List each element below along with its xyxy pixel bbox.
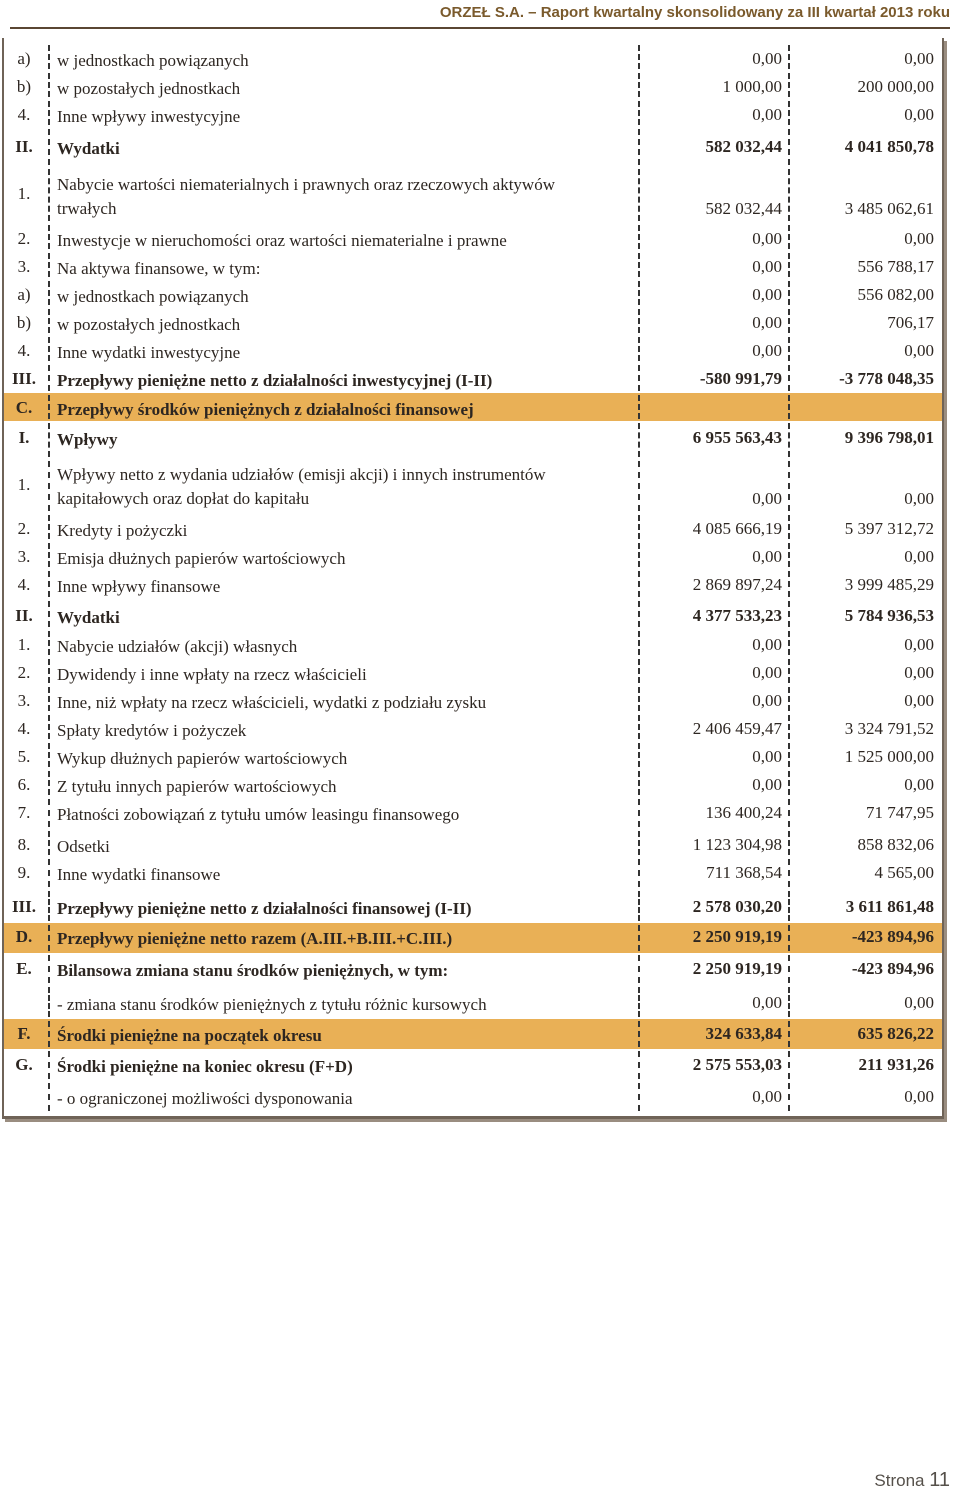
column-divider: [48, 799, 50, 827]
row-label: Na aktywa finansowe, w tym:: [57, 259, 261, 278]
column-divider: [788, 831, 790, 855]
table-row: [4, 713, 942, 741]
table-row: [4, 99, 942, 127]
value-previous: 0,00: [904, 663, 934, 682]
row-label: Inwestycje w nieruchomości oraz wartości niematerialne i prawne: [57, 231, 507, 250]
value-previous: 4 041 850,78: [844, 137, 934, 156]
cash-flow-table: [2, 38, 944, 1119]
row-number: 8.: [17, 835, 31, 854]
row-label: w jednostkach powiązanych: [57, 287, 249, 306]
value-previous: 0,00: [904, 49, 934, 68]
row-number: 7.: [17, 803, 31, 822]
column-divider: [788, 395, 790, 419]
column-divider: [48, 461, 50, 511]
column-divider: [48, 101, 50, 125]
column-divider: [788, 515, 790, 539]
table-row: [4, 363, 942, 393]
column-divider: [48, 1051, 50, 1079]
column-divider: [48, 225, 50, 249]
column-divider: [48, 169, 50, 221]
row-number: 4.: [17, 719, 31, 738]
value-previous: -3 778 048,35: [839, 369, 934, 388]
row-label: Kredyty i pożyczki: [57, 521, 188, 540]
row-label: w pozostałych jednostkach: [57, 79, 241, 98]
row-label: Wpływy netto z wydania udziałów (emisji akcji) i innych instrumentów kapitałowych oraz dopłat do kapitału: [57, 465, 546, 508]
row-number: 2.: [17, 519, 31, 538]
value-current: 0,00: [752, 691, 782, 710]
value-previous: 200 000,00: [857, 77, 934, 96]
column-divider: [48, 771, 50, 795]
report-header: [10, 4, 950, 29]
table-row: [4, 393, 942, 421]
row-number: III.: [11, 897, 37, 916]
value-current: 1 123 304,98: [692, 835, 782, 854]
row-label: Bilansowa zmiana stanu środków pieniężnych, w tym:: [57, 961, 449, 980]
value-previous: 4 565,00: [874, 863, 934, 882]
value-current: 0,00: [752, 775, 782, 794]
row-label: Płatności zobowiązań z tytułu umów leasingu finansowego: [57, 805, 460, 824]
row-label: Przepływy pieniężne netto z działalności inwestycyjnej (I-II): [57, 371, 493, 390]
column-divider: [788, 631, 790, 655]
row-number: II.: [15, 606, 33, 625]
column-divider: [48, 515, 50, 539]
column-divider: [788, 225, 790, 249]
column-divider: [48, 925, 50, 951]
column-divider: [788, 743, 790, 767]
table-row: [4, 923, 942, 953]
value-previous: 0,00: [904, 775, 934, 794]
value-current: 324 633,84: [705, 1024, 782, 1043]
column-divider: [48, 859, 50, 887]
table-row: [4, 685, 942, 713]
column-divider: [48, 687, 50, 711]
table-row: [4, 167, 942, 223]
column-divider: [48, 571, 50, 597]
page-label: Strona: [874, 1471, 925, 1490]
table-row: [4, 857, 942, 889]
column-divider: [788, 859, 790, 887]
value-current: 0,00: [752, 341, 782, 360]
value-previous: 1 525 000,00: [844, 747, 934, 766]
row-number: D.: [15, 927, 33, 946]
value-previous: 0,00: [904, 547, 934, 566]
row-label: - o ograniczonej możliwości dysponowania: [57, 1089, 353, 1108]
value-current: 582 032,44: [705, 199, 782, 218]
row-label: Nabycie udziałów (akcji) własnych: [57, 637, 298, 656]
row-label: Wydatki: [57, 139, 120, 158]
column-divider: [788, 799, 790, 827]
value-current: 6 955 563,43: [692, 428, 782, 447]
column-divider: [788, 45, 790, 69]
column-divider: [788, 1021, 790, 1047]
column-divider: [788, 715, 790, 739]
value-previous: 5 784 936,53: [844, 606, 934, 625]
value-previous: 3 485 062,61: [844, 199, 934, 218]
row-number: III.: [11, 369, 37, 388]
value-previous: 706,17: [887, 313, 934, 332]
value-current: 0,00: [752, 229, 782, 248]
row-number: 2.: [17, 229, 31, 248]
row-label: w jednostkach powiązanych: [57, 51, 249, 70]
row-label: - zmiana stanu środków pieniężnych z tytułu różnic kursowych: [57, 995, 487, 1014]
table-row: [4, 307, 942, 335]
column-divider: [48, 987, 50, 1017]
column-divider: [788, 101, 790, 125]
column-divider: [788, 461, 790, 511]
table-row: [4, 741, 942, 769]
column-divider: [48, 831, 50, 855]
row-number: 1.: [17, 184, 31, 203]
value-previous: 0,00: [904, 635, 934, 654]
row-number: G.: [15, 1055, 33, 1074]
row-number: F.: [17, 1024, 31, 1043]
column-divider: [788, 281, 790, 305]
column-divider: [788, 169, 790, 221]
table-row: [4, 1081, 942, 1113]
column-divider: [788, 925, 790, 951]
report-title: ORZEŁ S.A. – Raport kwartalny skonsolidowany za III kwartał 2013 roku: [439, 4, 950, 21]
table-row: [4, 251, 942, 279]
column-divider: [48, 955, 50, 983]
row-label: Inne wpływy finansowe: [57, 577, 221, 596]
value-current: -580 991,79: [699, 369, 782, 388]
table-row: [4, 829, 942, 857]
table-row: [4, 629, 942, 657]
table-row: [4, 599, 942, 629]
column-divider: [48, 631, 50, 655]
value-current: 0,00: [752, 1087, 782, 1106]
value-previous: 0,00: [904, 229, 934, 248]
value-current: 0,00: [752, 993, 782, 1012]
row-number: 3.: [17, 547, 31, 566]
column-divider: [48, 281, 50, 305]
row-number: 1.: [17, 635, 31, 654]
page-footer: [874, 1469, 950, 1492]
column-divider: [48, 543, 50, 567]
value-previous: 9 396 798,01: [844, 428, 934, 447]
table-row: [4, 541, 942, 569]
value-current: 0,00: [752, 635, 782, 654]
column-divider: [788, 253, 790, 277]
column-divider: [788, 891, 790, 921]
value-current: 0,00: [752, 747, 782, 766]
row-label: Spłaty kredytów i pożyczek: [57, 721, 247, 740]
table-row: [4, 1049, 942, 1081]
row-number: I.: [18, 428, 30, 447]
row-number: 5.: [17, 747, 31, 766]
value-previous: 3 324 791,52: [844, 719, 934, 738]
value-current: 2 250 919,19: [692, 959, 782, 978]
value-current: 4 377 533,23: [692, 606, 782, 625]
row-number: 3.: [17, 257, 31, 276]
column-divider: [788, 1051, 790, 1079]
value-current: 0,00: [752, 313, 782, 332]
value-previous: -423 894,96: [851, 959, 934, 978]
table-row: [4, 43, 942, 71]
value-previous: 3 999 485,29: [844, 575, 934, 594]
row-label: w pozostałych jednostkach: [57, 315, 241, 334]
row-number: b): [16, 313, 32, 332]
page-number: 11: [929, 1469, 950, 1491]
row-label: Przepływy środków pieniężnych z działalności finansowej: [57, 400, 474, 419]
column-divider: [788, 365, 790, 391]
row-number: 9.: [17, 863, 31, 882]
column-divider: [788, 771, 790, 795]
row-label: Wykup dłużnych papierów wartościowych: [57, 749, 348, 768]
value-current: 1 000,00: [722, 77, 782, 96]
value-previous: 0,00: [904, 489, 934, 508]
row-label: Środki pieniężne na początek okresu: [57, 1026, 322, 1045]
row-number: 1.: [17, 475, 31, 494]
column-divider: [48, 45, 50, 69]
value-current: 2 869 897,24: [692, 575, 782, 594]
value-current: 2 575 553,03: [692, 1055, 782, 1074]
column-divider: [48, 365, 50, 391]
value-current: 2 250 919,19: [692, 927, 782, 946]
value-previous: 858 832,06: [857, 835, 934, 854]
column-divider: [788, 73, 790, 97]
column-divider: [48, 659, 50, 683]
column-divider: [48, 309, 50, 333]
column-divider: [788, 687, 790, 711]
value-previous: 0,00: [904, 993, 934, 1012]
table-row: [4, 797, 942, 829]
column-divider: [788, 1083, 790, 1111]
column-divider: [48, 1021, 50, 1047]
table-row: [4, 657, 942, 685]
column-divider: [48, 395, 50, 419]
row-number: b): [16, 77, 32, 96]
column-divider: [48, 715, 50, 739]
column-divider: [48, 129, 50, 165]
column-divider: [48, 891, 50, 921]
table-row: [4, 985, 942, 1019]
table-row: [4, 569, 942, 599]
value-previous: 635 826,22: [857, 1024, 934, 1043]
column-divider: [788, 129, 790, 165]
row-label: Nabycie wartości niematerialnych i prawnych oraz rzeczowych aktywów trwałych: [57, 175, 555, 218]
row-label: Dywidendy i inne wpłaty na rzecz właścicieli: [57, 665, 367, 684]
row-number: 6.: [17, 775, 31, 794]
row-label: Emisja dłużnych papierów wartościowych: [57, 549, 346, 568]
table-row: [4, 127, 942, 167]
row-label: Przepływy pieniężne netto razem (A.III.+B.III.+C.III.): [57, 929, 453, 948]
column-divider: [638, 395, 640, 419]
value-previous: 0,00: [904, 1087, 934, 1106]
row-label: Wpływy: [57, 430, 118, 449]
column-divider: [788, 309, 790, 333]
column-divider: [788, 571, 790, 597]
table-row: [4, 421, 942, 459]
table-row: [4, 335, 942, 363]
row-number: a): [17, 49, 31, 68]
column-divider: [48, 1083, 50, 1111]
value-current: 0,00: [752, 547, 782, 566]
column-divider: [788, 659, 790, 683]
row-number: 2.: [17, 663, 31, 682]
value-current: 136 400,24: [705, 803, 782, 822]
row-label: Przepływy pieniężne netto z działalności finansowej (I-II): [57, 899, 472, 918]
column-divider: [788, 423, 790, 457]
row-label: Odsetki: [57, 837, 110, 856]
table-row: [4, 889, 942, 923]
row-label: Środki pieniężne na koniec okresu (F+D): [57, 1057, 353, 1076]
value-previous: 0,00: [904, 341, 934, 360]
value-previous: 71 747,95: [866, 803, 934, 822]
value-current: 0,00: [752, 257, 782, 276]
value-current: 711 368,54: [706, 863, 782, 882]
row-number: C.: [15, 398, 33, 417]
value-previous: 0,00: [904, 105, 934, 124]
column-divider: [788, 955, 790, 983]
row-number: 4.: [17, 105, 31, 124]
value-current: 582 032,44: [705, 137, 782, 156]
row-number: II.: [15, 137, 33, 156]
table-row: [4, 279, 942, 307]
column-divider: [48, 743, 50, 767]
value-current: 0,00: [752, 105, 782, 124]
table-row: [4, 223, 942, 251]
value-current: 4 085 666,19: [692, 519, 782, 538]
value-previous: 556 788,17: [857, 257, 934, 276]
value-previous: 3 611 861,48: [845, 897, 934, 916]
value-previous: -423 894,96: [851, 927, 934, 946]
column-divider: [48, 337, 50, 361]
value-previous: 556 082,00: [857, 285, 934, 304]
value-current: 0,00: [752, 489, 782, 508]
row-label: Z tytułu innych papierów wartościowych: [57, 777, 337, 796]
column-divider: [788, 543, 790, 567]
column-divider: [48, 423, 50, 457]
row-label: Wydatki: [57, 608, 120, 627]
column-divider: [788, 987, 790, 1017]
table-row: [4, 769, 942, 797]
value-current: 0,00: [752, 663, 782, 682]
row-number: 4.: [17, 341, 31, 360]
row-number: a): [17, 285, 31, 304]
value-current: 0,00: [752, 49, 782, 68]
column-divider: [48, 73, 50, 97]
value-current: 2 406 459,47: [692, 719, 782, 738]
column-divider: [48, 253, 50, 277]
column-divider: [788, 601, 790, 627]
row-number: E.: [16, 959, 32, 978]
column-divider: [48, 601, 50, 627]
row-number: 3.: [17, 691, 31, 710]
row-label: Inne wydatki finansowe: [57, 865, 221, 884]
column-divider: [788, 337, 790, 361]
value-previous: 0,00: [904, 691, 934, 710]
table-row: [4, 71, 942, 99]
value-current: 0,00: [752, 285, 782, 304]
value-previous: 5 397 312,72: [844, 519, 934, 538]
table-row: [4, 513, 942, 541]
row-label: Inne, niż wpłaty na rzecz właścicieli, wydatki z podziału zysku: [57, 693, 487, 712]
table-row: [4, 1019, 942, 1049]
row-label: Inne wydatki inwestycyjne: [57, 343, 241, 362]
table-row: [4, 459, 942, 513]
table-row: [4, 953, 942, 985]
value-current: 2 578 030,20: [692, 897, 782, 916]
row-number: 4.: [17, 575, 31, 594]
row-label: Inne wpływy inwestycyjne: [57, 107, 241, 126]
value-previous: 211 931,26: [858, 1055, 934, 1074]
